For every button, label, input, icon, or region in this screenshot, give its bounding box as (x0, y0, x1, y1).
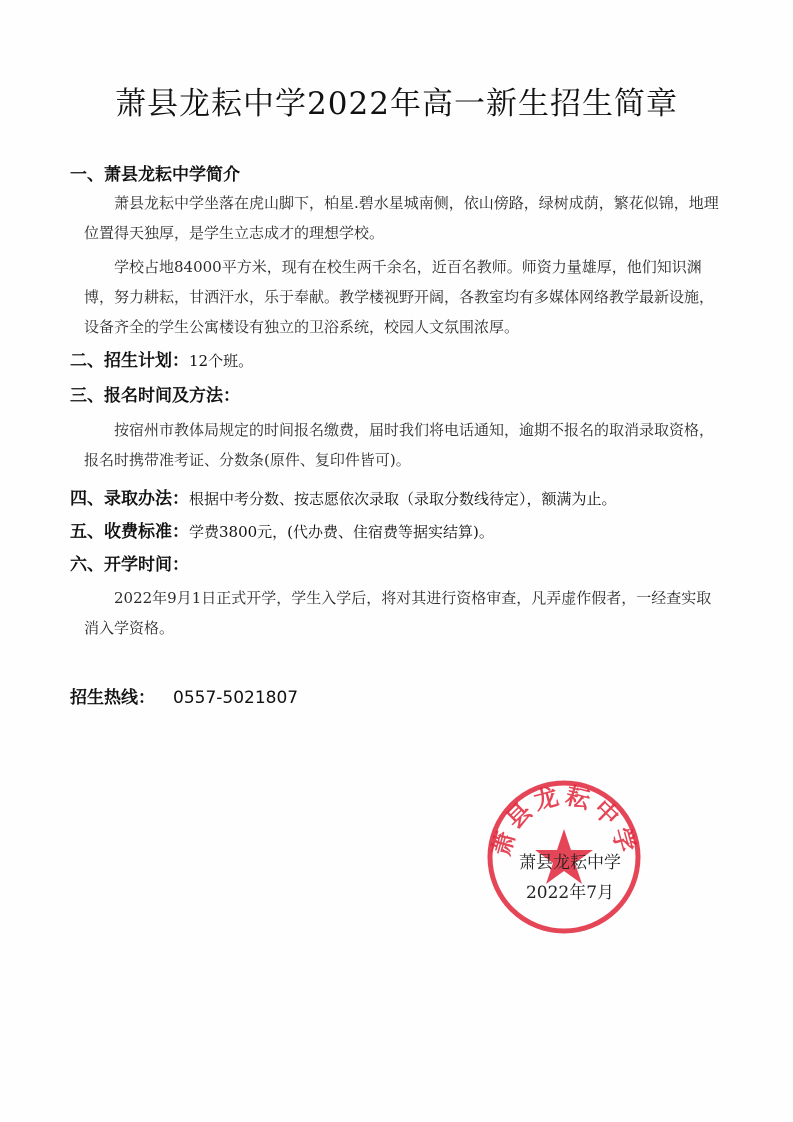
section-3-heading: 三、报名时间及方法： (70, 386, 240, 406)
section-1-paragraph-1: 萧县龙耘中学坐落在虎山脚下，柏星.碧水星城南侧，依山傍路，绿树成荫，繁花似锦，地理位置得天独厚，是学生立志成才的理想学校。 (84, 194, 719, 242)
section-6-paragraph: 2022年9月1日正式开学，学生入学后，将对其进行资格审查，凡弄虚作假者，一经查实取消入学资格。 (84, 589, 712, 637)
section-2-heading-label: 二、招生计划： (70, 351, 189, 371)
section-4-text: 根据中考分数、按志愿依次录取（录取分数线待定），额满为止。 (189, 490, 617, 508)
document-title: 萧县龙耘中学2022年高一新生招生简章 (115, 86, 678, 122)
signature-org: 萧县龙耘中学 (519, 853, 621, 873)
section-4-heading (70, 484, 617, 509)
hotline-number: 0557-5021807 (173, 688, 299, 708)
section-4-heading-label: 四、录取办法： (70, 489, 189, 509)
section-3-paragraph: 按宿州市教体局规定的时间报名缴费，届时我们将电话通知，逾期不报名的取消录取资格，报名时携带准考证、分数条(原件、复印件皆可)。 (84, 421, 715, 469)
section-2-heading (70, 346, 253, 371)
section-5-heading (70, 517, 494, 542)
section-5-text: 学费3800元，(代办费、住宿费等据实结算)。 (189, 523, 494, 541)
hotline-label: 招生热线： (70, 688, 155, 708)
signature-block (490, 848, 650, 908)
section-1-heading: 一、萧县龙耘中学简介 (70, 165, 240, 185)
section-6-heading: 六、开学时间： (70, 555, 189, 575)
section-1-paragraph-2: 学校占地84000平方米，现有在校生两千余名，近百名教师。师资力量雄厚，他们知识渊博，努力耕耘，甘洒汗水，乐于奉献。教学楼视野开阔，各教室均有多媒体网络教学最新设施，设备齐全的学生公寓楼设有独立的卫浴系统，校园人文氛围浓厚。 (84, 258, 715, 336)
section-2-text: 12个班。 (189, 352, 254, 370)
signature-date: 2022年7月 (525, 883, 615, 903)
seal-arc-text: 萧县龙耘中学 (487, 781, 641, 860)
hotline (70, 683, 298, 708)
section-5-heading-label: 五、收费标准： (70, 522, 189, 542)
